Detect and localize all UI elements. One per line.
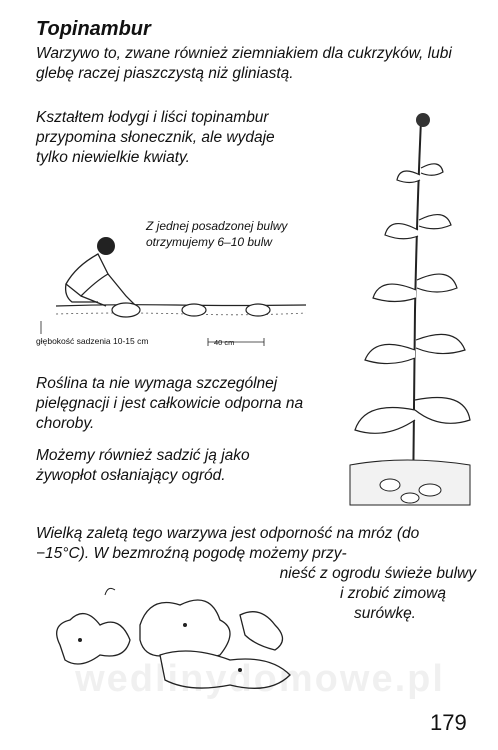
care-paragraph: Roślina ta nie wymaga szczególnej pielęgnacji i jest całkowicie odporna na choroby. <box>36 375 304 432</box>
plant-illustration <box>345 110 475 510</box>
frost-line-4: surówkę. <box>353 605 416 622</box>
planting-caption <box>146 218 287 250</box>
caption-line-1: Z jednej posadzonej bulwy <box>146 219 288 233</box>
shape-paragraph: Kształtem łodygi i liści topinambur przypomina słonecznik, ale wydaje tylko niewielkie kwiaty. <box>36 109 275 166</box>
caption-line-2: otrzymujemy 6–10 bulw <box>146 235 273 249</box>
frost-line-1: Wielką zaletą tego warzywa jest odporność na mróz (do −15°C). W bezmroźną pogodę możemy przy- <box>36 525 420 562</box>
depth-label: głębokość sadzenia 10-15 cm <box>36 336 149 346</box>
frost-line-2: nieść z ogrodu świeże bulwy <box>279 565 476 582</box>
page-number: 179 <box>430 710 467 735</box>
frost-line-3: i zrobić zimową <box>340 585 446 602</box>
watermark: wedlinydomowe.pl <box>75 658 445 700</box>
intro-paragraph: Warzywo to, zwane również ziemniakiem dla cukrzyków, lubi glebę raczej piaszczystą niż gliniastą. <box>36 45 452 82</box>
hedge-paragraph: Możemy również sadzić ją jako żywopłot osłaniający ogród. <box>36 447 250 484</box>
page-title: Topinambur <box>36 18 151 40</box>
distance-label: 40 cm <box>214 338 235 347</box>
